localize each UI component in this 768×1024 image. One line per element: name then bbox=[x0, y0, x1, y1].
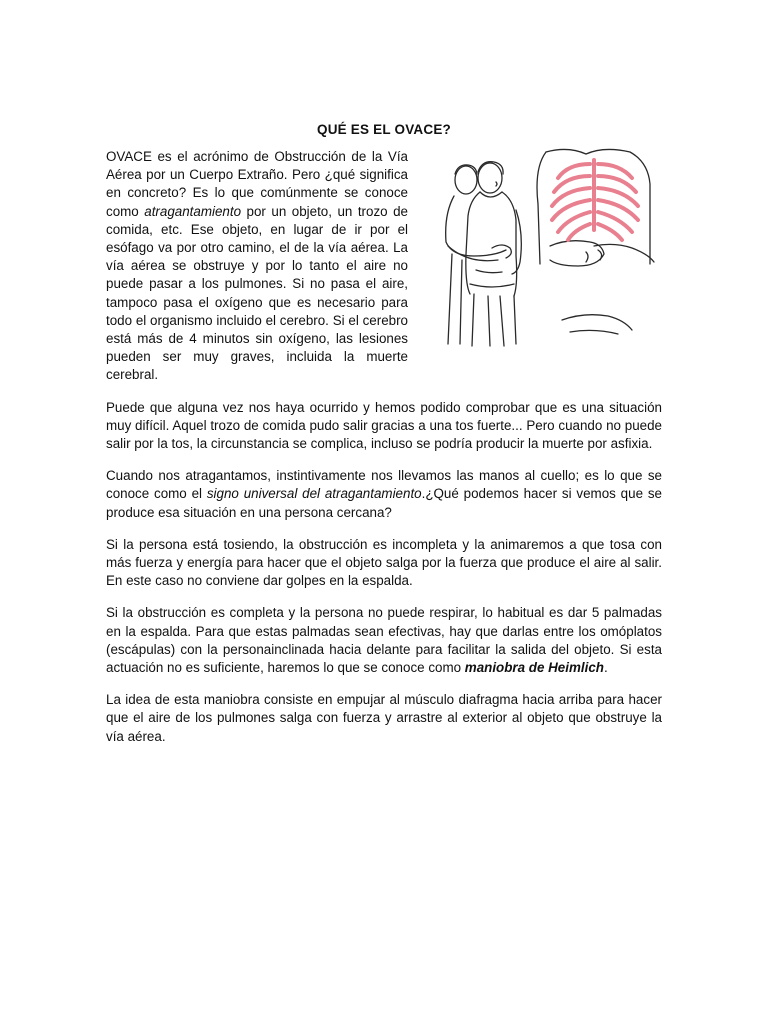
emphasis-atragantamiento: atragantamiento bbox=[144, 203, 242, 219]
heimlich-illustration-icon bbox=[418, 144, 668, 354]
paragraph-coughing: Si la persona está tosiendo, la obstrucción es incompleta y la animaremos a que tosa con más fuerza y energía para hacer que el objeto salga por la fuerza que produce el aire al salir. En este caso no conviene dar golpes en la espalda. bbox=[106, 536, 662, 589]
paragraph-intro: OVACE es el acrónimo de Obstrucción de la Vía Aérea por un Cuerpo Extraño. Pero ¿qué significa en concreto? Es lo que comúnmente se conoce como atragantamiento por un objeto, un trozo de comida, etc. Ese objeto, en lugar de ir por el esófago va por otro camino, el de la vía aérea. La vía aérea se obstruye y por lo tanto el aire no puede pasar a los pulmones. Si no pasa el aire, tampoco pasa el oxígeno que es necesario para todo el organismo incluido el cerebro. Si el cerebro está más de 4 minutos sin oxígeno, las lesiones pueden ser muy graves, incluida la muerte cerebral. bbox=[106, 148, 662, 385]
emphasis-heimlich: maniobra de Heimlich bbox=[464, 660, 604, 676]
emphasis-universal-sign: signo universal del atragantamiento bbox=[206, 486, 422, 502]
paragraph-universal-sign: Cuando nos atragantamos, instintivamente nos llevamos las manos al cuello; es lo que se conoce como el signo universal del atragantamiento.¿Qué podemos hacer si vemos que se produce esa situación en una persona cercana? bbox=[106, 468, 662, 520]
paragraph-maneuver-idea: La idea de esta maniobra consiste en empujar al músculo diafragma hacia arriba para hacer que el aire de los pulmones salga con fuerza y arrastre al exterior al objeto que obstruye la vía aérea. bbox=[106, 692, 662, 744]
paragraph-complete-obstruction: Si la obstrucción es completa y la persona no puede respirar, lo habitual es dar 5 palmadas en la espalda. Para que estas palmadas sean efectivas, hay que darlas entre los omóplatos (escápulas) con la personainclinada hacia delante para facilitar la salida del objeto. Si esta actuación no es suficiente, haremos lo que se conoce como maniobra de Heimlich. bbox=[106, 605, 662, 676]
page-title: QUÉ ES EL OVACE? bbox=[317, 122, 451, 137]
heimlich-maneuver-illustration bbox=[418, 144, 668, 354]
paragraph-situation: Puede que alguna vez nos haya ocurrido y hemos podido comprobar que es una situación muy difícil. Aquel trozo de comida pudo salir gracias a una tos fuerte... Pero cuando no puede salir por la tos, la circunstancia se complica, incluso se podría producir la muerte por asfixia. bbox=[106, 399, 662, 452]
document-body bbox=[106, 148, 662, 760]
